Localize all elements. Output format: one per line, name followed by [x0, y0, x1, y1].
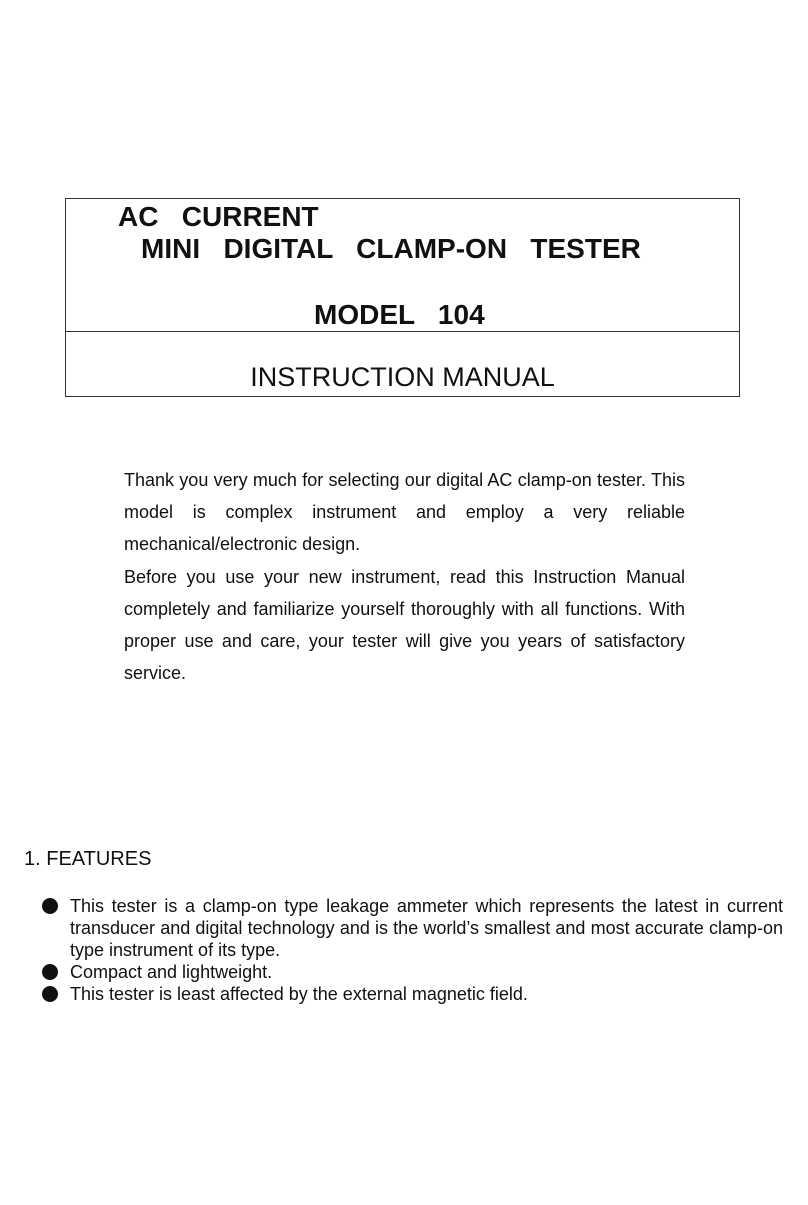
title-box [65, 198, 740, 397]
title-line-2: MINI DIGITAL CLAMP-ON TESTER [141, 233, 641, 264]
bullet-icon [42, 898, 58, 914]
title-top-section [66, 199, 739, 332]
intro-paragraph-1: Thank you very much for selecting our digital AC clamp-on tester. This model is complex instrument and employ a very reliable mechanical/electronic design. [124, 470, 685, 555]
feature-text: This tester is a clamp-on type leakage ammeter which represents the latest in current transducer and digital technology and is the world’s smallest and most accurate clamp-on type instrument of its type. [70, 896, 783, 960]
intro-text [124, 464, 685, 689]
model-number: MODEL 104 [314, 299, 485, 330]
feature-text: This tester is least affected by the external magnetic field. [70, 984, 528, 1004]
intro-paragraph-2: Before you use your new instrument, read this Instruction Manual completely and familiarize yourself thoroughly with all functions. With proper use and care, your tester will give you years of satisfactory service. [124, 566, 685, 684]
manual-title: INSTRUCTION MANUAL [250, 362, 555, 392]
bullet-icon [42, 986, 58, 1002]
features-list [42, 895, 783, 1005]
bullet-icon [42, 964, 58, 980]
title-line-1: AC CURRENT [118, 201, 319, 232]
feature-text: Compact and lightweight. [70, 962, 273, 982]
list-item [42, 983, 783, 1005]
list-item [42, 895, 783, 961]
list-item [42, 961, 783, 983]
features-heading: 1. FEATURES [24, 848, 152, 870]
